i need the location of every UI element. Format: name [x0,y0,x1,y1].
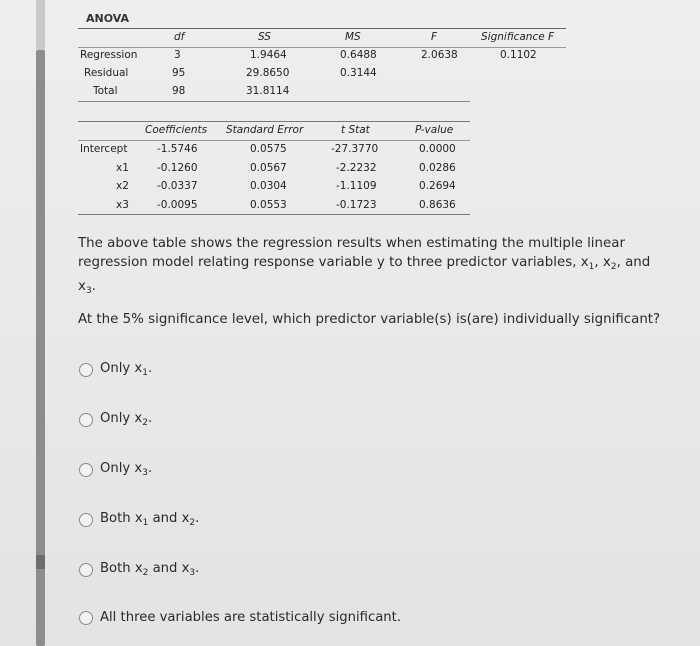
anova-row-label: Total [93,85,118,97]
anova-header-rule [78,47,566,48]
radio-button[interactable] [79,563,93,577]
coef-cell-tstat: -2.2232 [336,162,377,174]
coef-cell-coefficient: -0.1260 [157,162,198,174]
prompt-line-3: $x_3$. [78,279,96,296]
coef-cell-pvalue: 0.0000 [419,143,456,155]
radio-button[interactable] [79,513,93,527]
coef-header-rule [78,140,470,141]
option-both-x1-x2[interactable] [79,511,199,528]
prompt-line-2: regression model relating response variable y to three predictor variables, $x_1$, $x_2$, and [78,255,651,272]
option-label: Only $x_3$. [100,461,153,478]
anova-cell-df: 95 [172,67,186,79]
coef-bottom-rule [78,214,470,215]
coef-cell-stderr: 0.0553 [250,199,287,211]
option-label: Both $x_2$ and $x_3$. [100,561,200,578]
option-label: Both $x_1$ and $x_2$. [100,511,200,528]
option-all-three[interactable] [79,610,401,625]
question-text: At the 5% significance level, which predictor variable(s) is(are) individually significant? [78,312,661,327]
coef-cell-coefficient: -0.0095 [157,199,198,211]
anova-title: ANOVA [86,12,130,25]
anova-cell-df: 3 [174,49,181,61]
prompt-line-1: The above table shows the regression results when estimating the multiple linear [78,236,625,251]
coef-top-rule [78,121,470,122]
option-label: All three variables are statistically significant. [100,610,402,625]
coef-row-label: x3 [116,199,129,211]
anova-header-ss: SS [258,31,271,43]
option-only-x3[interactable] [79,461,152,478]
coef-cell-tstat: -1.1109 [336,180,377,192]
coef-header-tstat: t Stat [341,124,370,136]
anova-cell-sigf: 0.1102 [500,49,537,61]
anova-cell-ms: 0.6488 [340,49,377,61]
radio-button[interactable] [79,363,93,377]
anova-cell-ss: 1.9464 [250,49,287,61]
anova-bottom-rule [78,101,470,102]
anova-row-label: Regression [80,49,138,61]
coef-cell-stderr: 0.0575 [250,143,287,155]
anova-row-label: Residual [84,67,129,79]
anova-header-sigf: Significance F [481,31,555,43]
scrollbar-thumb[interactable] [36,555,45,569]
radio-button[interactable] [79,463,93,477]
problem-statement [78,234,678,301]
coef-cell-stderr: 0.0304 [250,180,287,192]
anova-cell-ss: 29.8650 [246,67,290,79]
anova-top-rule [78,28,566,29]
anova-header-ms: MS [345,31,361,43]
coef-cell-pvalue: 0.2694 [419,180,456,192]
coef-cell-tstat: -0.1723 [336,199,377,211]
coef-header-stderr: Standard Error [226,124,304,136]
anova-cell-df: 98 [172,85,186,97]
coef-header-coefficients: Coefficients [145,124,208,136]
coef-row-label: x1 [116,162,129,174]
coef-row-label: x2 [116,180,129,192]
anova-header-df: df [174,31,185,43]
coef-cell-pvalue: 0.8636 [419,199,456,211]
option-label: Only $x_1$. [100,361,153,378]
anova-cell-ms: 0.3144 [340,67,377,79]
coef-cell-coefficient: -1.5746 [157,143,198,155]
anova-cell-ss: 31.8114 [246,85,290,97]
scroll-track-top [36,0,45,50]
radio-button[interactable] [79,611,93,625]
coef-cell-stderr: 0.0567 [250,162,287,174]
option-only-x2[interactable] [79,411,152,428]
option-label: Only $x_2$. [100,411,153,428]
anova-header-f: F [431,31,438,43]
coef-cell-tstat: -27.3770 [331,143,379,155]
option-only-x1[interactable] [79,361,152,378]
option-both-x2-x3[interactable] [79,561,199,578]
radio-button[interactable] [79,413,93,427]
coef-cell-pvalue: 0.0286 [419,162,456,174]
anova-cell-f: 2.0638 [421,49,458,61]
coef-cell-coefficient: -0.0337 [157,180,198,192]
coef-header-pvalue: P-value [415,124,454,136]
coef-row-label: Intercept [80,143,128,155]
